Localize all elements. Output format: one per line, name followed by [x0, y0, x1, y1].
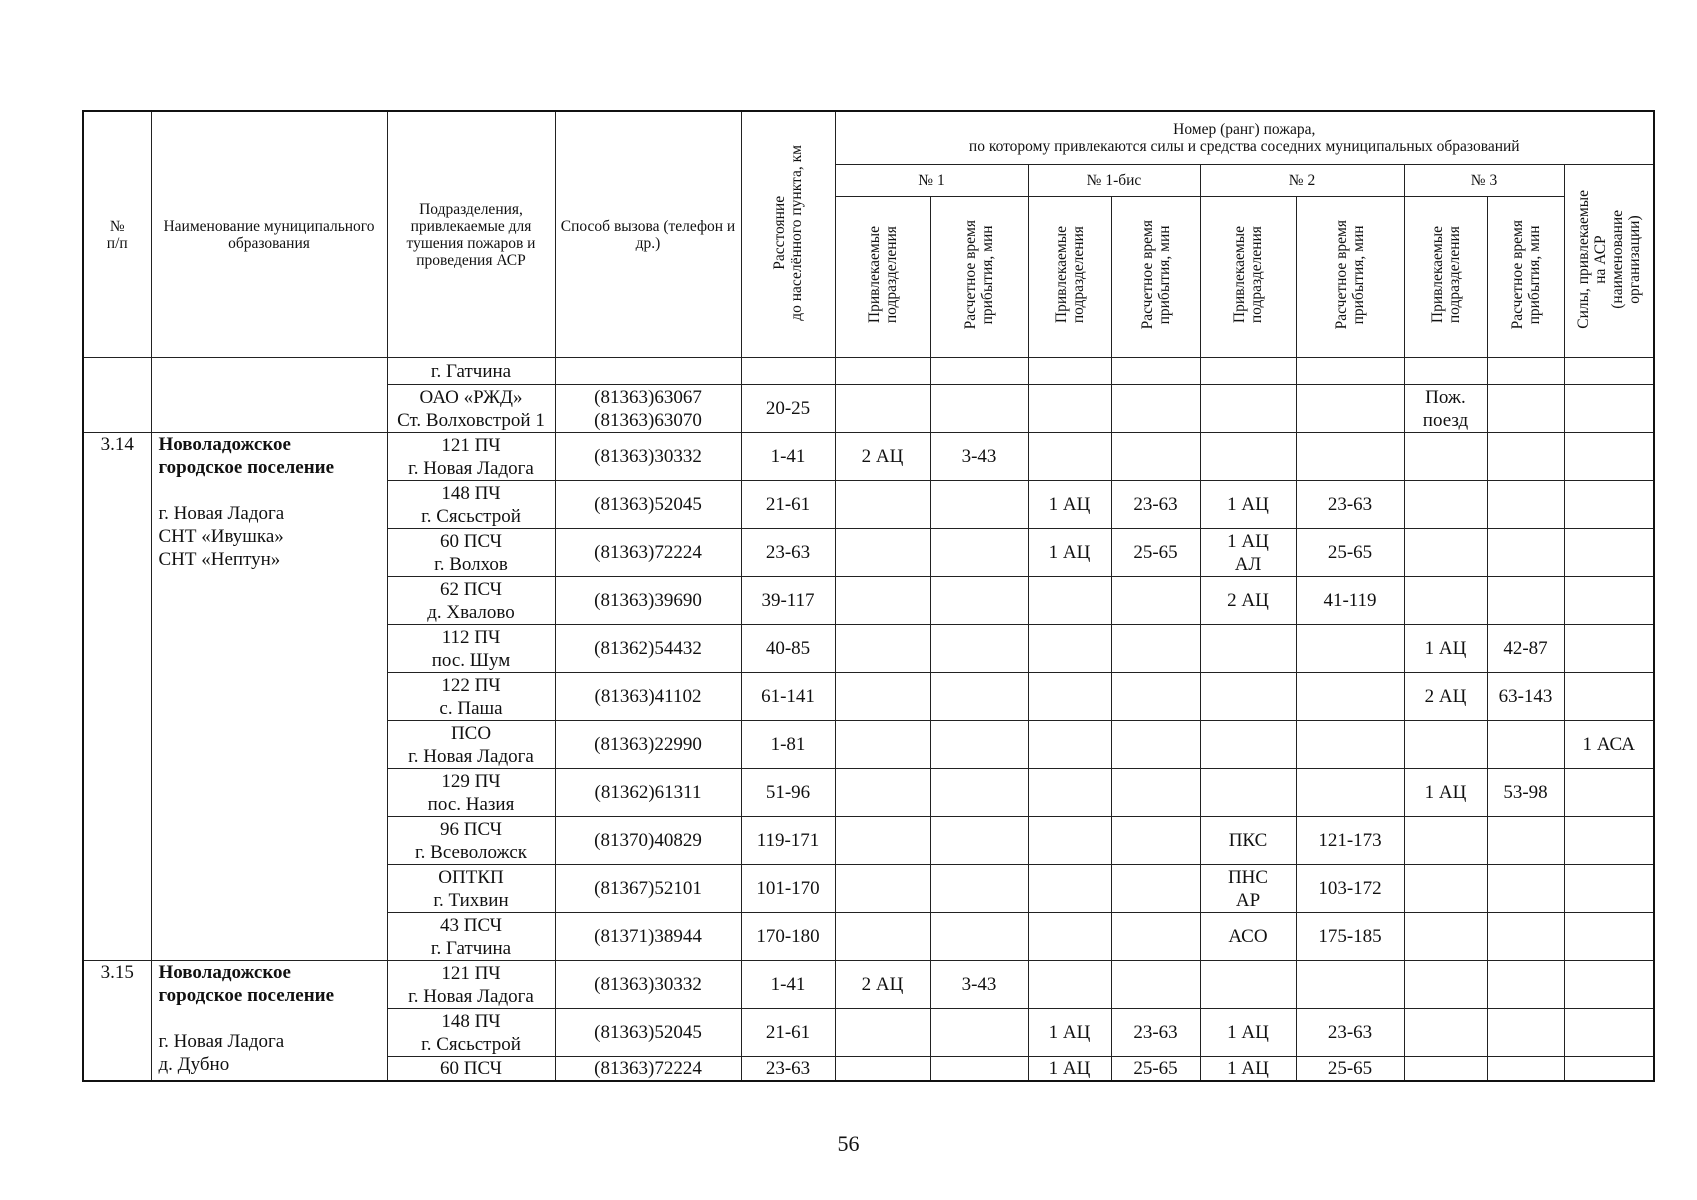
- header-row: [83, 111, 1654, 165]
- rank2-units-cell: ПНС АР: [1200, 865, 1296, 913]
- rank1-units-cell: [835, 721, 930, 769]
- unit-cell: 121 ПЧ г. Новая Ладога: [387, 433, 555, 481]
- rank1bis-time-cell: [1111, 625, 1200, 673]
- col-header-units-sub: Привлекаемые подразделения: [835, 197, 930, 358]
- rank2-units-cell: ПКС: [1200, 817, 1296, 865]
- asr-cell: [1564, 673, 1654, 721]
- phone-cell: (81363)22990: [555, 721, 741, 769]
- rank1bis-time-cell: [1111, 433, 1200, 481]
- rank3-time-cell: [1487, 529, 1564, 577]
- col-header-mo-name: Наименование муниципального образования: [151, 111, 387, 358]
- col-header-rank3: № 3: [1404, 165, 1564, 197]
- rank1-units-cell: [835, 865, 930, 913]
- rank2-time-cell: [1296, 673, 1404, 721]
- rank1bis-units-cell: [1028, 625, 1111, 673]
- distance-cell: 101-170: [741, 865, 835, 913]
- rank2-units-cell: [1200, 961, 1296, 1009]
- rank3-time-cell: [1487, 865, 1564, 913]
- rank2-units-cell: 1 АЦ АЛ: [1200, 529, 1296, 577]
- distance-cell: 51-96: [741, 769, 835, 817]
- rank2-time-cell: 121-173: [1296, 817, 1404, 865]
- phone-cell: (81363)52045: [555, 481, 741, 529]
- rank1bis-units-cell: [1028, 577, 1111, 625]
- rank1-time-cell: [930, 1009, 1028, 1057]
- rank1bis-units-cell: [1028, 433, 1111, 481]
- distance-cell: [741, 358, 835, 385]
- rank1-units-cell: [835, 529, 930, 577]
- distance-cell: 23-63: [741, 1057, 835, 1082]
- rank3-time-cell: 42-87: [1487, 625, 1564, 673]
- phone-cell: (81363)30332: [555, 433, 741, 481]
- phone-cell: (81363)41102: [555, 673, 741, 721]
- rank3-time-cell: [1487, 817, 1564, 865]
- num-cell: 3.15: [83, 961, 151, 1082]
- rank2-time-cell: 25-65: [1296, 529, 1404, 577]
- col-header-rank1bis: № 1-бис: [1028, 165, 1200, 197]
- col-header-time-sub: Расчетное время прибытия, мин: [1487, 197, 1564, 358]
- rank3-time-cell: [1487, 577, 1564, 625]
- asr-cell: [1564, 433, 1654, 481]
- rank3-units-cell: [1404, 481, 1487, 529]
- rank2-time-cell: 25-65: [1296, 1057, 1404, 1082]
- rank1-time-cell: [930, 721, 1028, 769]
- group-3-15: [83, 961, 1654, 1082]
- rank2-time-cell: 103-172: [1296, 865, 1404, 913]
- rank3-time-cell: [1487, 913, 1564, 961]
- rank2-units-cell: АСО: [1200, 913, 1296, 961]
- distance-cell: 170-180: [741, 913, 835, 961]
- distance-cell: 40-85: [741, 625, 835, 673]
- asr-cell: 1 АСА: [1564, 721, 1654, 769]
- rank1-time-cell: [930, 529, 1028, 577]
- col-header-num: № п/п: [83, 111, 151, 358]
- rank1-time-cell: [930, 865, 1028, 913]
- rank3-time-cell: 63-143: [1487, 673, 1564, 721]
- rank1-time-cell: [930, 817, 1028, 865]
- rank1bis-units-cell: 1 АЦ: [1028, 1057, 1111, 1082]
- rank1-units-cell: 2 АЦ: [835, 433, 930, 481]
- rank3-units-cell: [1404, 913, 1487, 961]
- rank1bis-time-cell: 23-63: [1111, 1009, 1200, 1057]
- rank1bis-units-cell: [1028, 817, 1111, 865]
- rank1bis-time-cell: 23-63: [1111, 481, 1200, 529]
- rank2-units-cell: 1 АЦ: [1200, 481, 1296, 529]
- distance-cell: 61-141: [741, 673, 835, 721]
- rank1bis-time-cell: [1111, 961, 1200, 1009]
- rank1-units-cell: [835, 577, 930, 625]
- phone-cell: (81363)39690: [555, 577, 741, 625]
- rank1bis-time-cell: [1111, 865, 1200, 913]
- distance-cell: 1-41: [741, 961, 835, 1009]
- asr-cell: [1564, 1009, 1654, 1057]
- asr-cell: [1564, 577, 1654, 625]
- col-header-units-sub: Привлекаемые подразделения: [1200, 197, 1296, 358]
- asr-cell: [1564, 961, 1654, 1009]
- unit-cell: 96 ПСЧ г. Всеволожск: [387, 817, 555, 865]
- rank1bis-time-cell: [1111, 577, 1200, 625]
- rank2-time-cell: 41-119: [1296, 577, 1404, 625]
- num-cell: 3.14: [83, 433, 151, 961]
- unit-cell: 43 ПСЧ г. Гатчина: [387, 913, 555, 961]
- distance-cell: 1-41: [741, 433, 835, 481]
- rank1-units-cell: [835, 673, 930, 721]
- page-number: 56: [837, 1131, 860, 1156]
- distance-cell: 23-63: [741, 529, 835, 577]
- rank1bis-time-cell: [1111, 817, 1200, 865]
- rank3-units-cell: [1404, 1009, 1487, 1057]
- rank1bis-units-cell: [1028, 865, 1111, 913]
- phone-cell: (81363)52045: [555, 1009, 741, 1057]
- rank2-time-cell: [1296, 721, 1404, 769]
- rank2-units-cell: [1200, 769, 1296, 817]
- col-header-call: Способ вызова (телефон и др.): [555, 111, 741, 358]
- rank2-time-cell: 23-63: [1296, 481, 1404, 529]
- rank1-units-cell: [835, 1009, 930, 1057]
- asr-cell: [1564, 817, 1654, 865]
- distance-cell: 21-61: [741, 481, 835, 529]
- rank1bis-units-cell: 1 АЦ: [1028, 481, 1111, 529]
- rank3-units-cell: [1404, 1057, 1487, 1082]
- phone-cell: (81363)30332: [555, 961, 741, 1009]
- rank1-units-cell: [835, 817, 930, 865]
- col-header-time-sub: Расчетное время прибытия, мин: [1296, 197, 1404, 358]
- rank3-units-cell: Пож. поезд: [1404, 385, 1487, 433]
- distance-cell: 1-81: [741, 721, 835, 769]
- rank2-time-cell: 175-185: [1296, 913, 1404, 961]
- num-cell: [83, 358, 151, 433]
- rank3-units-cell: 1 АЦ: [1404, 769, 1487, 817]
- rank3-units-cell: [1404, 721, 1487, 769]
- rank2-units-cell: [1200, 673, 1296, 721]
- fire-forces-table: [82, 110, 1655, 1082]
- rank2-time-cell: [1296, 961, 1404, 1009]
- rank1-units-cell: [835, 625, 930, 673]
- col-header-time-sub: Расчетное время прибытия, мин: [930, 197, 1028, 358]
- unit-cell: ПСО г. Новая Ладога: [387, 721, 555, 769]
- rank1bis-units-cell: [1028, 961, 1111, 1009]
- rank3-units-cell: [1404, 529, 1487, 577]
- rank1-time-cell: [930, 625, 1028, 673]
- asr-cell: [1564, 625, 1654, 673]
- distance-cell: 39-117: [741, 577, 835, 625]
- rank2-time-cell: [1296, 433, 1404, 481]
- phone-cell: (81363)63067 (81363)63070: [555, 385, 741, 433]
- col-header-distance: Расстояние до населённого пункта, км: [741, 111, 835, 358]
- unit-cell: 62 ПСЧ д. Хвалово: [387, 577, 555, 625]
- asr-cell: [1564, 529, 1654, 577]
- rank1-time-cell: 3-43: [930, 961, 1028, 1009]
- table-row: [83, 961, 1654, 1009]
- rank1-time-cell: [930, 673, 1028, 721]
- mo-name-cell: [151, 358, 387, 433]
- phone-cell: (81363)72224: [555, 529, 741, 577]
- mo-name-cell: Новоладожское городское поселение г. Новая Ладога д. Дубно: [151, 961, 387, 1082]
- asr-cell: [1564, 481, 1654, 529]
- rank3-time-cell: [1487, 1009, 1564, 1057]
- unit-cell: 148 ПЧ г. Сясьстрой: [387, 481, 555, 529]
- rank3-units-cell: 2 АЦ: [1404, 673, 1487, 721]
- rank1bis-units-cell: 1 АЦ: [1028, 529, 1111, 577]
- rank3-units-cell: [1404, 961, 1487, 1009]
- rank1-time-cell: [930, 481, 1028, 529]
- rank1bis-units-cell: [1028, 721, 1111, 769]
- rank1bis-time-cell: 25-65: [1111, 529, 1200, 577]
- rank3-units-cell: [1404, 433, 1487, 481]
- mo-name-cell: Новоладожское городское поселение г. Новая Ладога СНТ «Ивушка» СНТ «Нептун»: [151, 433, 387, 961]
- col-header-asr: Силы, привлекаемые на АСР (наименование организации): [1564, 165, 1654, 358]
- asr-cell: [1564, 769, 1654, 817]
- rank3-units-cell: [1404, 817, 1487, 865]
- phone-cell: (81370)40829: [555, 817, 741, 865]
- phone-cell: (81362)61311: [555, 769, 741, 817]
- asr-cell: [1564, 1057, 1654, 1082]
- rank3-time-cell: [1487, 961, 1564, 1009]
- col-header-fire-rank: Номер (ранг) пожара, по которому привлекаются силы и средства соседних муниципальных образований: [835, 111, 1654, 165]
- distance-cell: 20-25: [741, 385, 835, 433]
- distance-cell: 21-61: [741, 1009, 835, 1057]
- rank1bis-time-cell: [1111, 769, 1200, 817]
- rank1bis-time-cell: [1111, 673, 1200, 721]
- rank1-time-cell: [930, 577, 1028, 625]
- rank2-time-cell: 23-63: [1296, 1009, 1404, 1057]
- unit-cell: ОПТКП г. Тихвин: [387, 865, 555, 913]
- phone-cell: (81362)54432: [555, 625, 741, 673]
- unit-cell: 129 ПЧ пос. Назия: [387, 769, 555, 817]
- rank1bis-units-cell: [1028, 673, 1111, 721]
- rank2-time-cell: [1296, 769, 1404, 817]
- rank1-units-cell: [835, 1057, 930, 1082]
- rank1-units-cell: [835, 481, 930, 529]
- rank1-units-cell: [835, 769, 930, 817]
- rank3-time-cell: [1487, 1057, 1564, 1082]
- asr-cell: [1564, 865, 1654, 913]
- asr-cell: [1564, 913, 1654, 961]
- unit-cell: 112 ПЧ пос. Шум: [387, 625, 555, 673]
- phone-cell: (81371)38944: [555, 913, 741, 961]
- rank1-time-cell: [930, 913, 1028, 961]
- col-header-units-sub: Привлекаемые подразделения: [1404, 197, 1487, 358]
- rank3-time-cell: [1487, 433, 1564, 481]
- col-header-time-sub: Расчетное время прибытия, мин: [1111, 197, 1200, 358]
- col-header-rank2: № 2: [1200, 165, 1404, 197]
- group-3-14: [83, 433, 1654, 961]
- phone-cell: [555, 358, 741, 385]
- rank3-units-cell: [1404, 577, 1487, 625]
- rank2-units-cell: [1200, 625, 1296, 673]
- unit-cell: 60 ПСЧ: [387, 1057, 555, 1082]
- rank3-units-cell: [1404, 865, 1487, 913]
- rank1bis-time-cell: [1111, 913, 1200, 961]
- rank2-units-cell: [1200, 721, 1296, 769]
- unit-cell: г. Гатчина: [387, 358, 555, 385]
- rank2-time-cell: [1296, 625, 1404, 673]
- rank2-units-cell: 2 АЦ: [1200, 577, 1296, 625]
- rank1bis-units-cell: 1 АЦ: [1028, 1009, 1111, 1057]
- rank3-time-cell: [1487, 721, 1564, 769]
- unit-cell: ОАО «РЖД» Ст. Волховстрой 1: [387, 385, 555, 433]
- table-row: [83, 433, 1654, 481]
- rank2-units-cell: 1 АЦ: [1200, 1009, 1296, 1057]
- rank1-time-cell: 3-43: [930, 433, 1028, 481]
- distance-cell: 119-171: [741, 817, 835, 865]
- rank3-time-cell: [1487, 481, 1564, 529]
- phone-cell: (81367)52101: [555, 865, 741, 913]
- rank1bis-time-cell: [1111, 721, 1200, 769]
- col-header-units-sub: Привлекаемые подразделения: [1028, 197, 1111, 358]
- rank2-units-cell: 1 АЦ: [1200, 1057, 1296, 1082]
- rank2-units-cell: [1200, 433, 1296, 481]
- rank1bis-units-cell: [1028, 913, 1111, 961]
- unit-cell: 148 ПЧ г. Сясьстрой: [387, 1009, 555, 1057]
- unit-cell: 121 ПЧ г. Новая Ладога: [387, 961, 555, 1009]
- rank1-time-cell: [930, 769, 1028, 817]
- rank1-units-cell: 2 АЦ: [835, 961, 930, 1009]
- rank3-units-cell: 1 АЦ: [1404, 625, 1487, 673]
- rank1-time-cell: [930, 1057, 1028, 1082]
- col-header-rank1: № 1: [835, 165, 1028, 197]
- table-row: [83, 358, 1654, 385]
- unit-cell: 122 ПЧ с. Паша: [387, 673, 555, 721]
- unit-cell: 60 ПСЧ г. Волхов: [387, 529, 555, 577]
- col-header-units: Подразделения, привлекаемые для тушения пожаров и проведения АСР: [387, 111, 555, 358]
- rank1bis-units-cell: [1028, 769, 1111, 817]
- rank1bis-time-cell: 25-65: [1111, 1057, 1200, 1082]
- rank3-time-cell: 53-98: [1487, 769, 1564, 817]
- phone-cell: (81363)72224: [555, 1057, 741, 1082]
- rank1-units-cell: [835, 913, 930, 961]
